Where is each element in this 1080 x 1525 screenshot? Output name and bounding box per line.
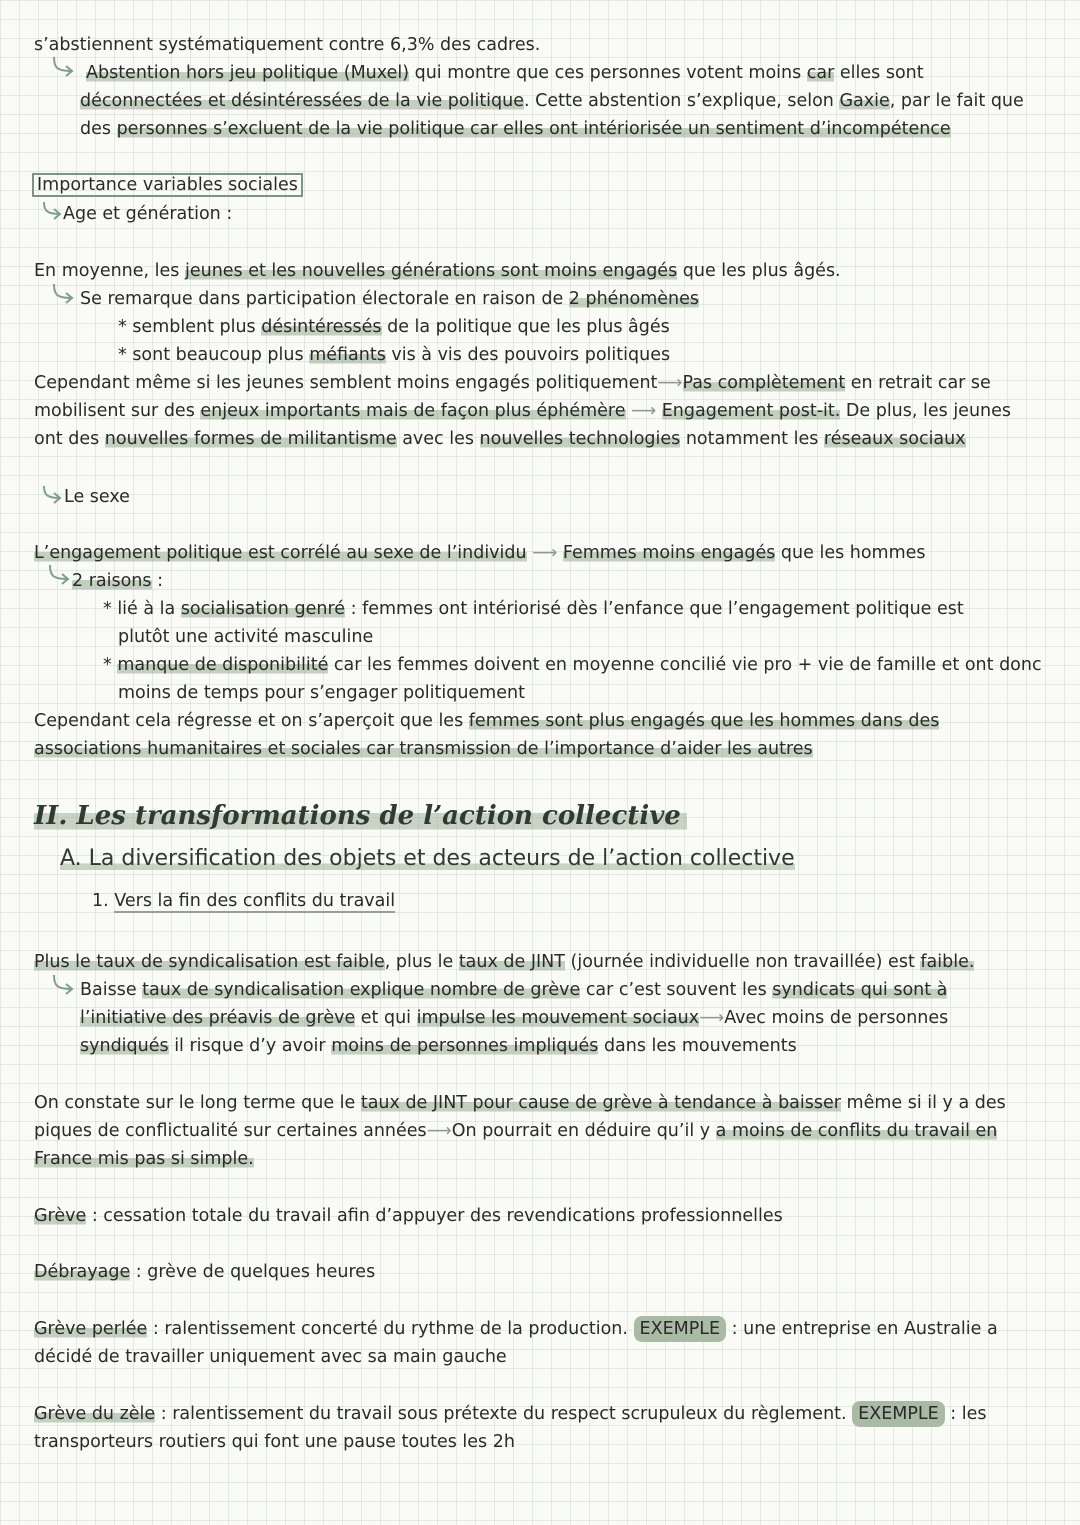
intro-line-2: Abstention hors jeu politique (Muxel) qui montre que ces personnes votent moins car elles sont <box>86 63 924 83</box>
sex-bullet-2: * manque de disponibilité car les femmes doivent en moyenne concilié vie pro + vie de famille et ont donc <box>103 655 1042 675</box>
def-greve-perlee: Grève perlée : ralentissement concerté du rythme de la production. EXEMPLE : une entreprise en Australie a <box>34 1315 998 1343</box>
hook-arrow-icon <box>50 973 76 997</box>
q-line-1: On constate sur le long terme que le taux de JINT pour cause de grève à tendance à baisser même si il y a des <box>34 1093 1006 1113</box>
sex-bullet-1-cont: plutôt une activité masculine <box>118 627 374 647</box>
example-badge: EXEMPLE <box>634 1316 727 1342</box>
subsection-1-title: 1. Vers la fin des conflits du travail <box>92 891 396 911</box>
hook-arrow-icon <box>50 55 76 79</box>
age-title: Age et génération : <box>63 204 233 224</box>
arrow-icon: ⟶ <box>699 1008 725 1028</box>
arrow-icon: ⟶ <box>657 373 683 393</box>
part-title: II. Les transformations de l’action collective <box>34 801 687 831</box>
sex-line-2: 2 raisons : <box>72 571 163 591</box>
hook-arrow-icon <box>40 484 64 506</box>
p-line-4: syndiqués il risque d’y avoir moins de personnes impliqués dans les mouvements <box>80 1036 797 1056</box>
q-line-3: France mis pas si simple. <box>34 1149 254 1169</box>
p-line-3: l’initiative des préavis de grève et qui impulse les mouvement sociaux⟶Avec moins de personnes <box>80 1004 948 1032</box>
hook-arrow-icon <box>40 200 64 222</box>
sex-bullet-1: * lié à la socialisation genré : femmes ont intériorisé dès l’enfance que l’engagement politique est <box>103 599 964 619</box>
example-badge: EXEMPLE <box>852 1401 945 1427</box>
section-a-title: A. La diversification des objets et des acteurs de l’action collective <box>60 846 795 871</box>
age-line-5: ont des nouvelles formes de militantisme avec les nouvelles technologies notamment les réseaux sociaux <box>34 429 966 449</box>
def-greve-zele: Grève du zèle : ralentissement du travail sous prétexte du respect scrupuleux du règlement. EXEMPLE : les <box>34 1400 987 1428</box>
sex-title: Le sexe <box>64 487 130 507</box>
age-line-1: En moyenne, les jeunes et les nouvelles générations sont moins engagés que les plus âgés. <box>34 261 841 281</box>
bullet-1: * semblent plus désintéressés de la politique que les plus âgés <box>118 317 670 337</box>
age-line-4: mobilisent sur des enjeux importants mais de façon plus éphémère ⟶ Engagement post-it. De plus, les jeunes <box>34 397 1011 425</box>
q-line-2: piques de conflictualité sur certaines années⟶On pourrait en déduire qu’il y a moins de conflits du travail en <box>34 1117 997 1145</box>
p-line-1: Plus le taux de syndicalisation est faible, plus le taux de JINT (journée individuelle non travaillée) est faible. <box>34 952 975 972</box>
sex-line-1: L’engagement politique est corrélé au sexe de l’individu ⟶ Femmes moins engagés que les hommes <box>34 539 926 567</box>
sex-bullet-2-cont: moins de temps pour s’engager politiquement <box>118 683 525 703</box>
arrow-icon: ⟶ <box>532 543 558 563</box>
def-greve-perlee-cont: décidé de travailler uniquement avec sa main gauche <box>34 1347 507 1367</box>
def-debrayage: Débrayage : grève de quelques heures <box>34 1262 376 1282</box>
hook-arrow-icon <box>46 563 72 587</box>
intro-line-3: déconnectées et désintéressées de la vie politique. Cette abstention s’explique, selon Gaxie, par le fait que <box>80 91 1024 111</box>
def-greve-zele-cont: transporteurs routiers qui font une pause toutes les 2h <box>34 1432 515 1452</box>
age-line-3: Cependant même si les jeunes semblent moins engagés politiquement⟶Pas complètement en retrait car se <box>34 369 991 397</box>
section-box: Importance variables sociales <box>32 171 303 199</box>
def-greve: Grève : cessation totale du travail afin d’appuyer des revendications professionnelles <box>34 1206 783 1226</box>
arrow-icon: ⟶ <box>631 401 657 421</box>
sex-line-3: Cependant cela régresse et on s’aperçoit que les femmes sont plus engagés que les hommes dans des <box>34 711 940 731</box>
p-line-2: Baisse taux de syndicalisation explique nombre de grève car c’est souvent les syndicats qui sont à <box>80 980 948 1000</box>
bullet-2: * sont beaucoup plus méfiants vis à vis des pouvoirs politiques <box>118 345 671 365</box>
sex-line-4: associations humanitaires et sociales car transmission de l’importance d’aider les autres <box>34 739 813 759</box>
intro-line-4: des personnes s’excluent de la vie politique car elles ont intériorisée un sentiment d’incompétence <box>80 119 951 139</box>
age-line-2: Se remarque dans participation électorale en raison de 2 phénomènes <box>80 289 700 309</box>
hook-arrow-icon <box>50 282 76 306</box>
arrow-icon: ⟶ <box>426 1121 452 1141</box>
intro-line-1: s’abstiennent systématiquement contre 6,3% des cadres. <box>34 35 541 55</box>
